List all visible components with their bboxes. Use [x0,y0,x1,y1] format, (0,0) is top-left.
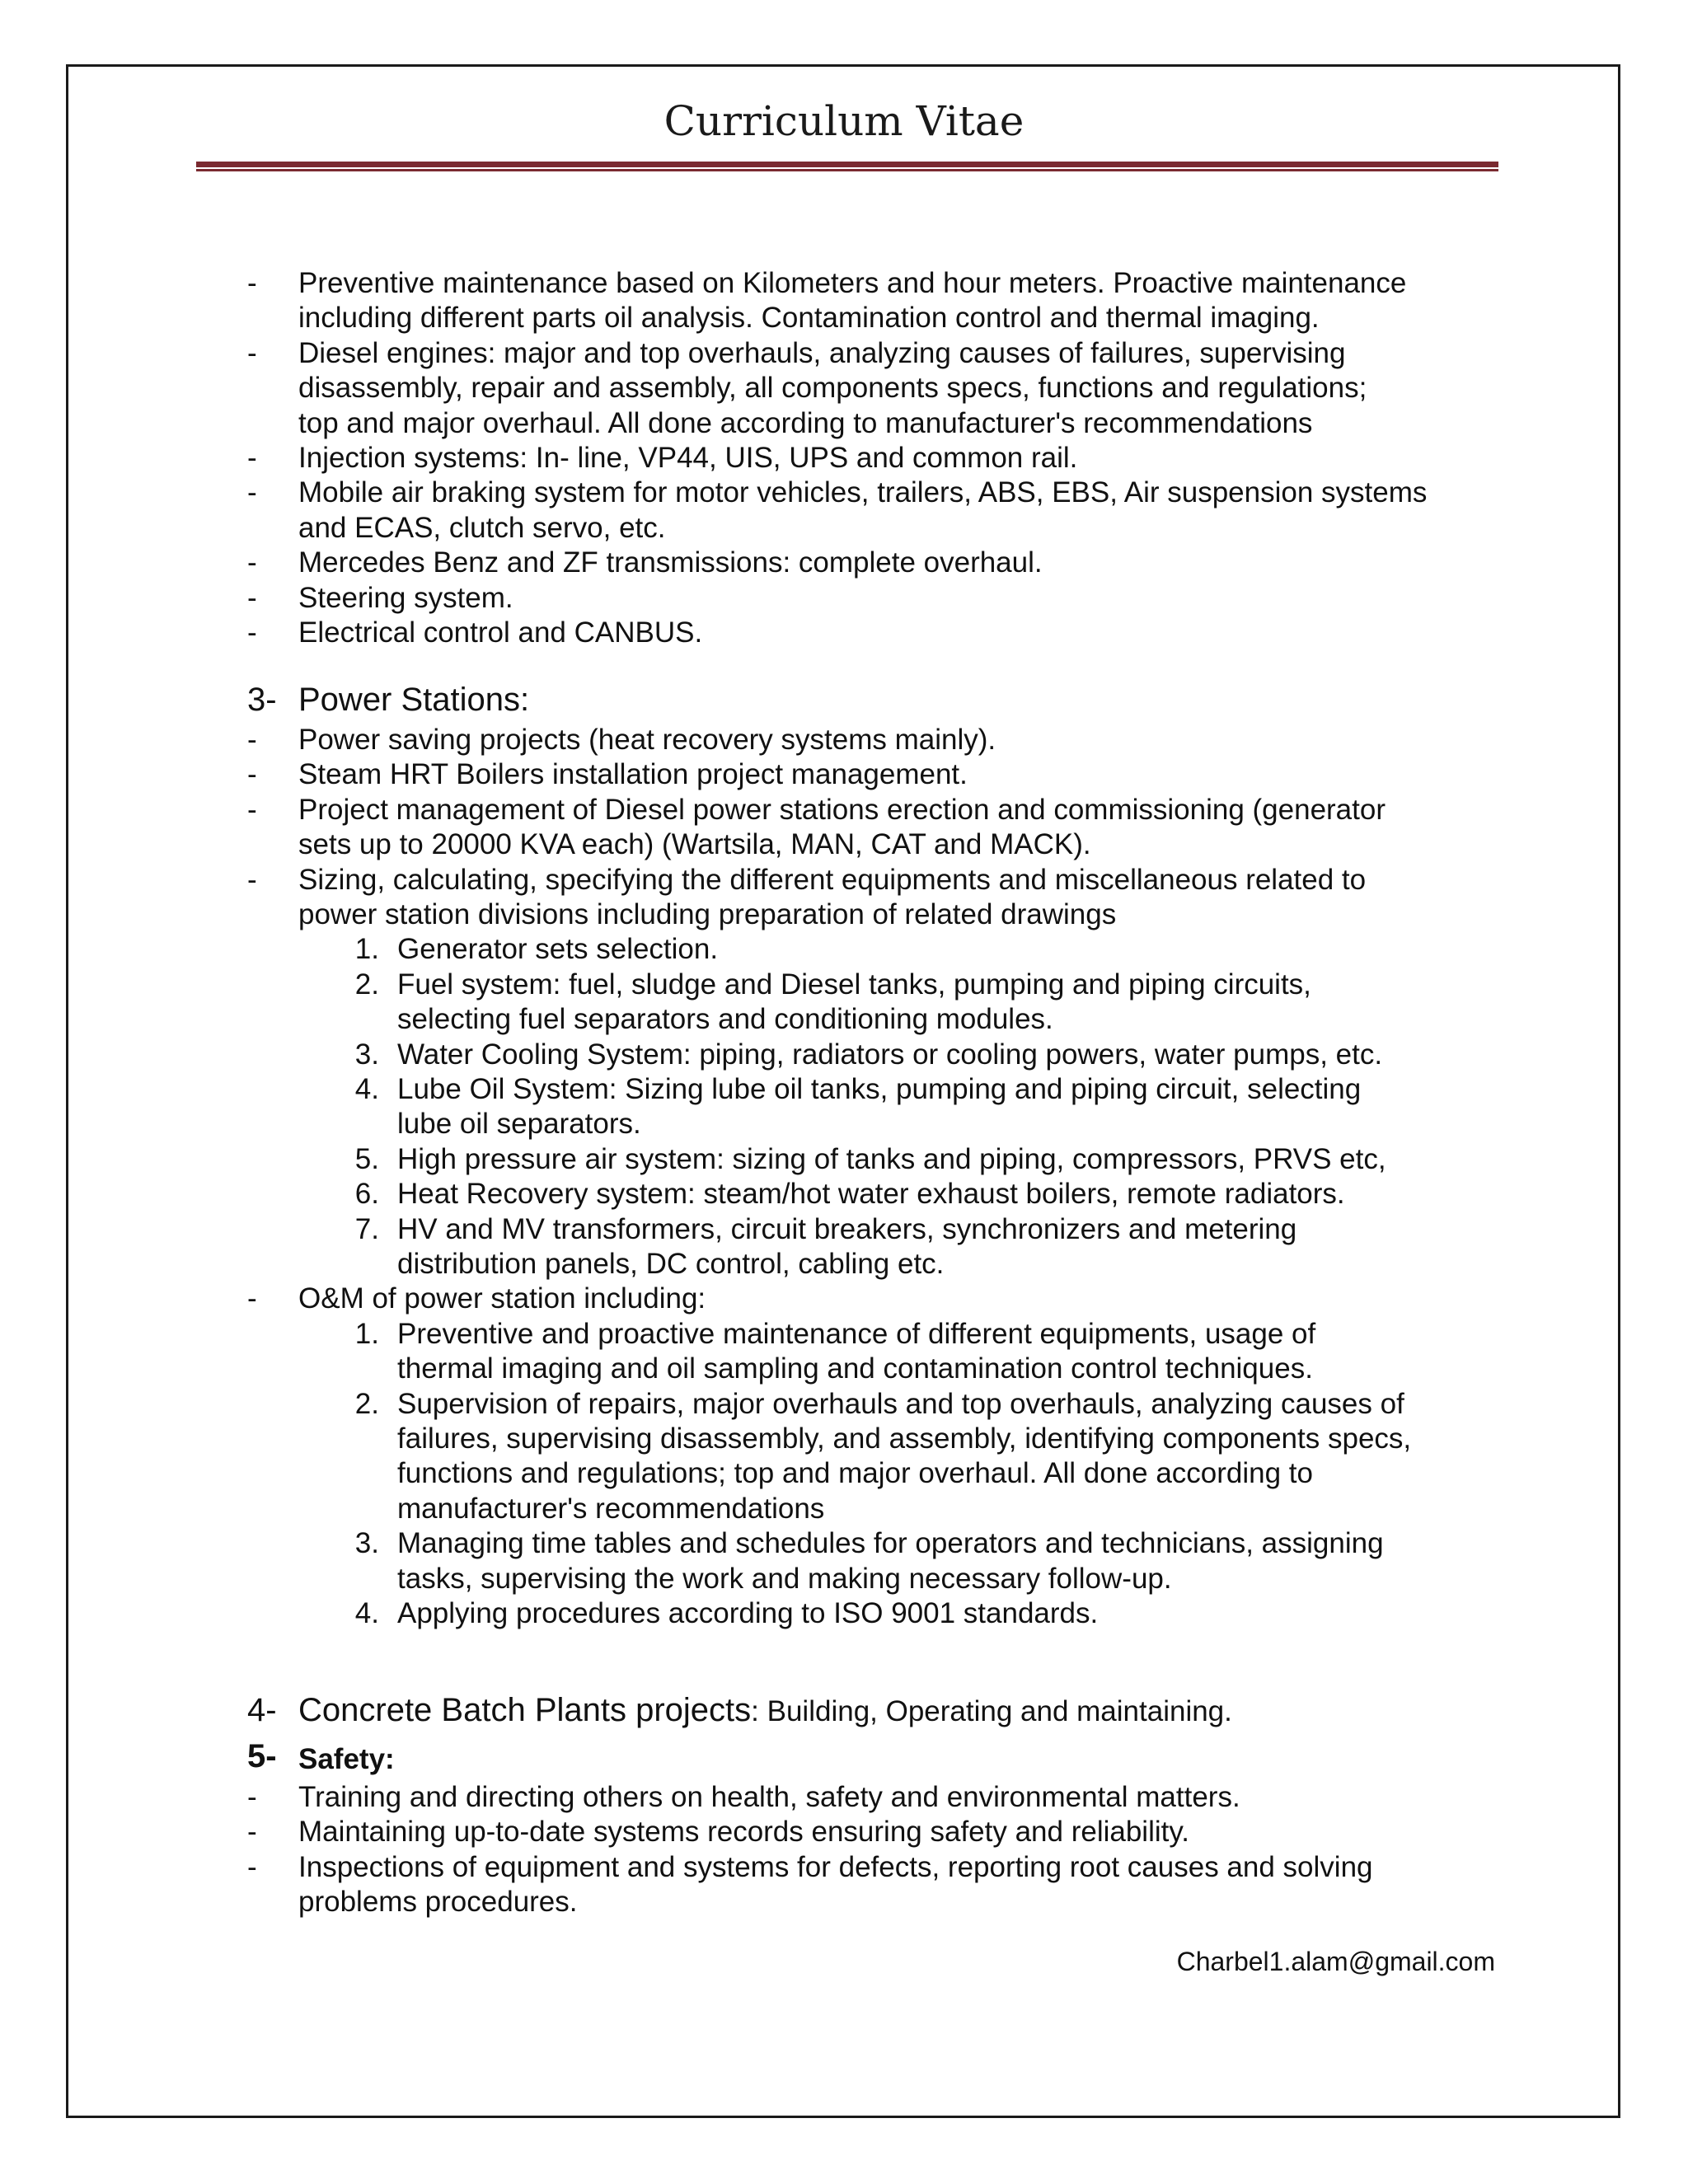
list-number: 1. [354,933,379,966]
list-number: 6. [354,1178,379,1211]
bullet-text: Injection systems: In- line, VP44, UIS, UPS and common rail. [298,442,1078,474]
section-heading-title: Concrete Batch Plants projects [298,1692,752,1728]
bullet-text: Training and directing others on health, safety and environmental matters. [298,1781,1240,1813]
bullet-text: Steering system. [298,581,513,614]
bullet-text: Inspections of equipment and systems for defects, reporting root causes and solving [298,1850,1373,1883]
bullet-marker: - [247,793,257,826]
bullet-marker: - [247,442,257,474]
list-item-text: Preventive and proactive maintenance of different equipments, usage of [397,1317,1316,1350]
bullet-marker: - [247,1816,257,1849]
bullet-text: Mobile air braking system for motor vehicles, trailers, ABS, EBS, Air suspension systems [298,476,1428,509]
contact-email[interactable]: Charbel1.alam@gmail.com [1176,1947,1495,1976]
list-item-text: Fuel system: fuel, sludge and Diesel tanks, pumping and piping circuits, [397,968,1311,1001]
list-item-text: tasks, supervising the work and making necessary follow-up. [397,1562,1172,1595]
bullet-marker: - [247,1282,257,1315]
list-number: 3. [354,1038,379,1071]
list-item-text: Generator sets selection. [397,933,719,966]
bullet-text: Mercedes Benz and ZF transmissions: complete overhaul. [298,546,1043,579]
list-item-text: HV and MV transformers, circuit breakers, synchronizers and metering [397,1212,1297,1245]
list-number: 2. [354,968,379,1001]
bullet-text: Diesel engines: major and top overhauls, analyzing causes of failures, supervising [298,336,1346,369]
section-number: 3- [247,682,277,718]
section-heading [298,1691,1232,1731]
list-item-text: thermal imaging and oil sampling and contamination control techniques. [397,1352,1313,1385]
bullet-text: disassembly, repair and assembly, all components specs, functions and regulations; [298,372,1367,405]
section-heading-subtext: : Building, Operating and maintaining. [751,1695,1232,1727]
list-item-text: Managing time tables and schedules for operators and technicians, assigning [397,1527,1384,1560]
bullet-text: Steam HRT Boilers installation project management. [298,758,968,791]
bullet-marker: - [247,1850,257,1883]
list-item-text: Water Cooling System: piping, radiators or cooling powers, water pumps, etc. [397,1038,1383,1071]
bullet-marker: - [247,758,257,791]
list-number: 4. [354,1597,379,1629]
bullet-text: Electrical control and CANBUS. [298,616,703,649]
bullet-text: Preventive maintenance based on Kilometers and hour meters. Proactive maintenance [298,267,1407,299]
list-number: 1. [354,1317,379,1350]
bullet-marker: - [247,581,257,614]
list-item-text: Applying procedures according to ISO 9001 standards. [397,1597,1099,1629]
list-item-text: Lube Oil System: Sizing lube oil tanks, pumping and piping circuit, selecting [397,1073,1362,1105]
list-number: 2. [354,1387,379,1420]
bullet-text: Sizing, calculating, specifying the different equipments and miscellaneous related to [298,863,1367,896]
bullet-text: top and major overhaul. All done according to manufacturer's recommendations [298,406,1313,439]
bullet-text: sets up to 20000 KVA each) (Wartsila, MAN, CAT and MACK). [298,828,1091,861]
list-item-text: selecting fuel separators and conditioning modules. [397,1003,1053,1036]
list-item-text: failures, supervising disassembly, and assembly, identifying components specs, [397,1422,1412,1455]
bullet-text: Project management of Diesel power stations erection and commissioning (generator [298,793,1386,826]
bullet-text: power station divisions including preparation of related drawings [298,898,1117,930]
list-item-text: distribution panels, DC control, cabling etc. [397,1248,945,1280]
section-heading: Safety: [298,1743,395,1775]
list-number: 7. [354,1212,379,1245]
bullet-marker: - [247,476,257,509]
bullet-marker: - [247,336,257,369]
bullet-text: problems procedures. [298,1886,578,1919]
list-item-text: High pressure air system: sizing of tanks and piping, compressors, PRVS etc, [397,1142,1386,1175]
list-item-text: manufacturer's recommendations [397,1492,825,1525]
bullet-text: O&M of power station including: [298,1282,706,1315]
list-item-text: Heat Recovery system: steam/hot water exhaust boilers, remote radiators. [397,1178,1345,1211]
bullet-text: Power saving projects (heat recovery systems mainly). [298,724,996,756]
list-number: 4. [354,1073,379,1105]
bullet-marker: - [247,724,257,756]
section-number: 4- [247,1692,277,1728]
bullet-marker: - [247,267,257,299]
list-item-text: Supervision of repairs, major overhauls and top overhauls, analyzing causes of [397,1387,1404,1420]
section-heading: Power Stations: [298,682,530,718]
bullet-marker: - [247,863,257,896]
list-number: 5. [354,1142,379,1175]
list-number: 3. [354,1527,379,1560]
list-item-text: lube oil separators. [397,1108,641,1141]
bullet-text: and ECAS, clutch servo, etc. [298,511,666,544]
section-number: 5- [247,1738,277,1774]
bullet-marker: - [247,616,257,649]
bullet-marker: - [247,546,257,579]
bullet-marker: - [247,1781,257,1813]
bullet-text: Maintaining up-to-date systems records ensuring safety and reliability. [298,1816,1189,1849]
page-title: Curriculum Vitae [663,97,1025,145]
list-item-text: functions and regulations; top and major overhaul. All done according to [397,1457,1313,1490]
bullet-text: including different parts oil analysis. Contamination control and thermal imaging. [298,302,1320,335]
